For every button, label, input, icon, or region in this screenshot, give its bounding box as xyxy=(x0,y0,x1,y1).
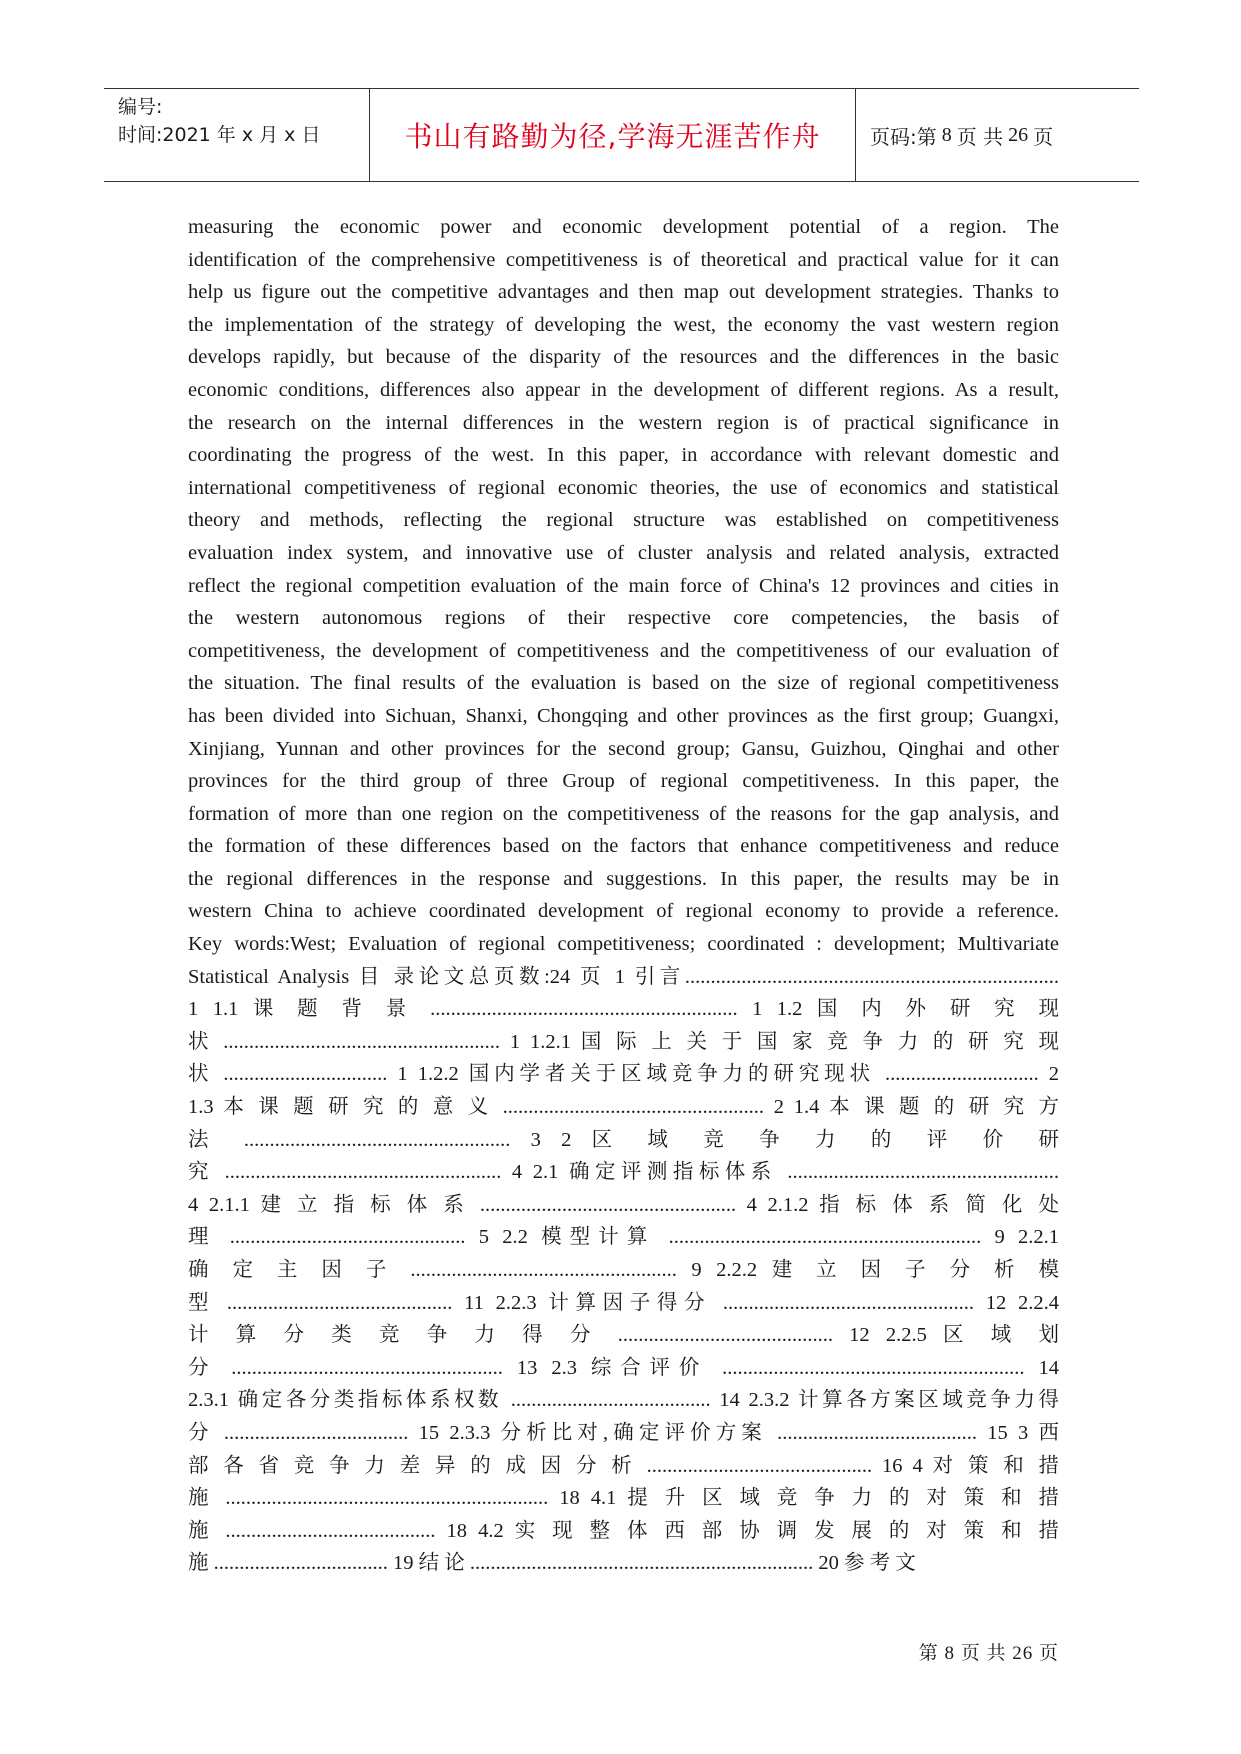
text-line: 型 ............................................ 11 2.2.3 计算因子得分 ................................................. 12 2.2.4 xyxy=(188,1291,1059,1314)
header-motto: 书山有路勤为径,学海无涯苦作舟 xyxy=(404,120,821,153)
text-line: the situation. The final results of the evaluation is based on the size of regional competitiveness xyxy=(188,672,1059,695)
text-line: theory and methods, reflecting the regional structure was established on competitiveness xyxy=(188,509,1059,532)
text-line: coordinating the progress of the west. In this paper, in accordance with relevant domestic and xyxy=(188,444,1059,467)
text-line: 2.3.1 确定各分类指标体系权数 ....................................... 14 2.3.2 计算各方案区域竞争力得 xyxy=(188,1389,1059,1412)
body-text xyxy=(188,211,1059,1580)
text-line: 状 ................................ 1 1.2.2 国内学者关于区域竞争力的研究现状 .............................. 2 xyxy=(188,1063,1059,1086)
page-header xyxy=(104,88,1139,182)
text-line: 1 1.1 课 题 背 景 ............................................................ 1 1.2 国 内 外 研 究 现 xyxy=(188,998,1059,1021)
text-line: 确 定 主 因 子 .................................................... 9 2.2.2 建 立 因 子 分 析 模 xyxy=(188,1259,1059,1281)
text-line: the formation of these differences based on the factors that enhance competitiveness and reduce xyxy=(188,835,1059,858)
text-line: 计 算 分 类 竞 争 力 得 分 .......................................... 12 2.2.5 区 域 划 xyxy=(188,1324,1059,1347)
text-line: international competitiveness of regional economic theories, the use of economics and statistical xyxy=(188,476,1059,499)
text-line: 状 ...................................................... 1 1.2.1 国 际 上 关 于 国 家 竞 争 力 的 研 究 现 xyxy=(188,1030,1059,1053)
text-line: economic conditions, differences also appear in the development of different regions. As a result, xyxy=(188,378,1059,401)
text-line: the implementation of the strategy of developing the west, the economy the vast western region xyxy=(188,313,1059,336)
text-line: help us figure out the competitive advantages and then map out development strategies. Thanks to xyxy=(188,281,1059,304)
text-line: competitiveness, the development of competitiveness and the competitiveness of our evaluation of xyxy=(188,639,1059,662)
text-line: formation of more than one region on the competitiveness of the reasons for the gap analysis, and xyxy=(188,802,1059,825)
page-footer: 第 8 页 共 26 页 xyxy=(918,1643,1059,1664)
document-time-label: 时间:2021 年 x 月 x 日 xyxy=(118,124,321,146)
document-number-label: 编号: xyxy=(118,96,163,118)
text-line: identification of the comprehensive competitiveness is of theoretical and practical value for it can xyxy=(188,248,1059,271)
text-line: Key words:West; Evaluation of regional competitiveness; coordinated : development; Multivariate xyxy=(188,933,1059,956)
text-line: western China to achieve coordinated development of regional economy to provide a reference. xyxy=(188,900,1059,923)
text-line: the western autonomous regions of their respective core competencies, the basis of xyxy=(188,607,1059,630)
text-line: Statistical Analysis 目 录论文总页数:24 页 1 引言......................................................................... xyxy=(188,965,1059,988)
text-line: 施 .................................. 19 结 论 ................................................................... 20 参 考 文 xyxy=(188,1552,916,1575)
page-label-prefix: 页码:第 xyxy=(870,124,937,149)
text-line: 究 ...................................................... 4 2.1 确定评测指标体系 ..................................................... xyxy=(188,1161,1059,1184)
text-line: the research on the internal differences in the western region is of practical significance in xyxy=(188,411,1059,434)
text-line: 理 .............................................. 5 2.2 模型计算 ............................................................. 9 2.2.1 xyxy=(188,1226,1059,1249)
text-line: evaluation index system, and innovative use of cluster analysis and related analysis, extracted xyxy=(188,541,1059,564)
text-line: 施 ............................................................... 18 4.1 提 升 区 域 竞 争 力 的 对 策 和 措 xyxy=(188,1487,1059,1510)
text-line: measuring the economic power and economic development potential of a region. The xyxy=(188,216,1059,238)
text-line: 分 .................................... 15 2.3.3 分析比对,确定评价方案 ....................................... 15 3 西 xyxy=(188,1421,1059,1444)
header-page-info xyxy=(856,89,1139,181)
text-line: 分 ..................................................... 13 2.3 综合评价 ........................................................... 14 xyxy=(188,1356,1059,1379)
page-current-number: 8 xyxy=(941,123,952,146)
text-line: Xinjiang, Yunnan and other provinces for the second group; Gansu, Guizhou, Qinghai and other xyxy=(188,737,1059,760)
text-line: provinces for the third group of three Group of regional competitiveness. In this paper, the xyxy=(188,770,1059,793)
text-line: 4 2.1.1 建 立 指 标 体 系 .................................................. 4 2.1.2 指 标 体 系 简 化 处 xyxy=(188,1193,1059,1216)
text-line: 部 各 省 竞 争 力 差 异 的 成 因 分 析 ............................................ 16 4 对 策 和 措 xyxy=(188,1454,1059,1477)
text-line: reflect the regional competition evaluation of the main force of China's 12 provinces and cities in xyxy=(188,574,1059,597)
text-line: the regional differences in the response and suggestions. In this paper, the results may be in xyxy=(188,867,1059,890)
page-label-mid: 页 共 xyxy=(956,124,1004,149)
page-total-number: 26 xyxy=(1008,123,1029,146)
text-line: 施 ......................................... 18 4.2 实 现 整 体 西 部 协 调 发 展 的 对 策 和 措 xyxy=(188,1519,1059,1542)
header-meta xyxy=(104,89,369,181)
header-motto-cell xyxy=(369,89,856,181)
page-label-suffix: 页 xyxy=(1033,124,1054,149)
text-line: 法 .................................................... 3 2 区 域 竞 争 力 的 评 价 研 xyxy=(188,1128,1059,1151)
text-line: has been divided into Sichuan, Shanxi, Chongqing and other provinces as the first group; Guangxi, xyxy=(188,704,1059,727)
text-line: develops rapidly, but because of the disparity of the resources and the differences in the basic xyxy=(188,346,1059,369)
text-line: 1.3 本 课 题 研 究 的 意 义 ................................................... 2 1.4 本 课 题 的 研 究 方 xyxy=(188,1096,1059,1119)
